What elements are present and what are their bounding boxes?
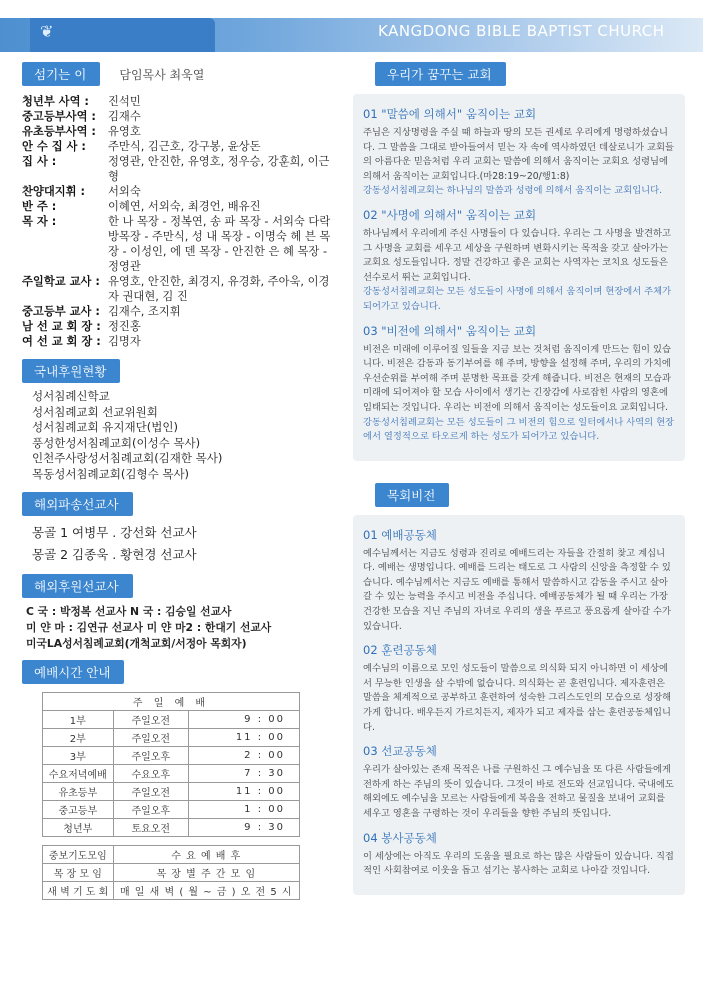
- service-name: 수요저녁예배: [43, 765, 114, 783]
- staff-row: [22, 199, 340, 214]
- worship-row: [43, 765, 300, 783]
- staff-role: 주일학교 교사 :: [22, 275, 100, 288]
- pastoral-item: [363, 743, 675, 821]
- staff-names: 서외숙: [108, 185, 141, 198]
- dream-item-note: 강동성서침례교회는 모든 성도들이 그 비전의 힘으로 일터에서나 사역의 현장에서 열정적으로 타오르게 하는 성도가 되어가고 있습니다.: [363, 416, 675, 443]
- pastoral-item: [363, 642, 675, 735]
- domestic-section: [22, 359, 340, 482]
- staff-names: 김재수: [108, 110, 141, 123]
- dream-item-body: 하나님께서 우리에게 주신 사명들이 다 있습니다. 우리는 그 사명을 발견하고 그 사명을 교회를 세우고 세상을 구원하며 변화시키는 목적을 갖고 살아가는 교회요 성도들입니다. 정말 건강하고 좋은 교회는 사역자는 코치요 성도들은 선수로서 뛰는 교회입니다.: [363, 227, 671, 283]
- service-day: 주일오후: [113, 747, 188, 765]
- domestic-item: 성서침례신학교: [32, 389, 110, 403]
- dream-item-body: 주님은 지상명령을 주실 때 하늘과 땅의 모든 권세로 우리에게 명령하셨습니다. 그 말씀을 그대로 받아들여서 믿는 자 속에 역사하였던 데살로니가 교회들의 아름다운 믿음처럼 우리 교회는 말씀에 의해서 움직이는 교회요 성령님에 의해서 움직이는 교회입니다.(마28:19~20/행1:8): [363, 127, 674, 182]
- staff-row: [22, 154, 340, 184]
- meeting-row: [43, 882, 300, 900]
- staff-row: [22, 109, 340, 124]
- staff-role: 중고등부 교사 :: [22, 305, 100, 318]
- meeting-name: 새 벽 기 도 회: [43, 882, 114, 900]
- worship-row: [43, 783, 300, 801]
- service-time: 11 : 00: [188, 783, 299, 801]
- staff-role: 집 사 :: [22, 155, 57, 168]
- dream-item-note: 강동성서침례교회는 하나님의 말씀과 성령에 의해서 움직이는 교회입니다.: [363, 185, 663, 197]
- meeting-name: 목 장 모 임: [43, 864, 114, 882]
- staff-names: 이혜연, 서외숙, 최경언, 배유진: [108, 200, 261, 213]
- meeting-detail: 수 요 예 배 후: [113, 846, 299, 864]
- service-day: 주일오전: [113, 783, 188, 801]
- dream-item: [363, 323, 675, 445]
- domestic-item: 풍성한성서침례교회(이성수 목사): [32, 435, 201, 450]
- support-item: C 국 : 박정복 선교사 N 국 : 김승일 선교사: [26, 605, 232, 618]
- service-day: 주일오전: [113, 711, 188, 729]
- service-day: 주일오전: [113, 729, 188, 747]
- worship-row: [43, 729, 300, 747]
- staff-names: 유영호, 안진한, 최경지, 유경화, 주아욱, 이경자 권대현, 김 진: [108, 275, 330, 303]
- pastoral-item-heading: 02 훈련공동체: [363, 643, 437, 658]
- staff-role: 목 자 :: [22, 215, 57, 228]
- dream-item-heading: 03 "비전에 의해서" 움직이는 교회: [363, 323, 537, 338]
- staff-row: [22, 184, 340, 199]
- right-column: [353, 62, 685, 895]
- dream-item-note: 강동성서침례교회는 모든 성도들이 사명에 의해서 움직이며 현장에서 주체가 되어가고 있습니다.: [363, 286, 672, 312]
- staff-list: [22, 94, 340, 349]
- pastoral-heading-wrap: [353, 483, 685, 507]
- service-name: 청년부: [43, 819, 114, 837]
- worship-row: [43, 711, 300, 729]
- service-day: 주일오후: [113, 801, 188, 819]
- pastoral-item: [363, 527, 675, 635]
- senior-pastor: 담임목사 최욱열: [119, 68, 205, 82]
- domestic-heading: 국내후원현황: [22, 359, 120, 383]
- worship-heading: 예배시간 안내: [22, 660, 124, 684]
- worship-table: [42, 692, 300, 900]
- domestic-item: 인천주사랑성서침례교회(김재한 목사): [32, 451, 223, 465]
- pastoral-item-body: 예수님의 이름으로 모인 성도들이 말씀으로 의식화 되지 아니하면 이 세상에서 무능한 인생을 살 수밖에 없습니다. 의식화는 곧 훈련입니다. 제자훈련은 말씀을 체계적으로 공부하고 훈련하여 성숙한 그리스도인의 모습으로 성장해 가게 합니다. 배우든지 가르치든지, 제자가 되고 제자를 삼는 훈련공동체입니다.: [363, 663, 672, 733]
- meeting-detail: 목 장 별 주 간 모 임: [113, 864, 299, 882]
- header-tab: [30, 18, 215, 52]
- domestic-item: 성서침례교회 선교위원회: [32, 404, 158, 419]
- pastoral-item-body: 우리가 살아있는 존재 목적은 나를 구원하신 그 예수님을 또 다른 사람들에게 전하게 하는 주님의 뜻이 있습니다. 그것이 바로 전도와 선교입니다. 국내에도 해외에도 예수님을 모르는 사람들에게 복음을 전하고 물질을 보내어 교회를 세우고 영혼을 구령하는 것이 우리들을 향한 주님의 뜻입니다.: [363, 764, 674, 819]
- staff-role: 유초등부사역 :: [22, 125, 96, 138]
- pastoral-item-heading: 04 봉사공동체: [363, 830, 437, 845]
- support-item: 미 얀 마 : 김연규 선교사 미 얀 마2 : 한대기 선교사: [26, 621, 272, 634]
- staff-row: [22, 319, 340, 334]
- missionary-item: 몽골 2 김종욱 . 황현경 선교사: [32, 547, 197, 562]
- dream-item: [363, 207, 675, 315]
- service-time: 1 : 00: [188, 801, 299, 819]
- staff-role: 중고등부사역 :: [22, 110, 96, 123]
- staff-row: [22, 274, 340, 304]
- staff-row: [22, 334, 340, 349]
- dream-item: [363, 106, 675, 199]
- service-time: 2 : 00: [188, 747, 299, 765]
- left-column: [22, 62, 340, 900]
- service-time: 9 : 00: [188, 711, 299, 729]
- worship-table-header: 주 일 예 배: [43, 693, 300, 711]
- service-name: 유초등부: [43, 783, 114, 801]
- staff-row: [22, 304, 340, 319]
- domestic-item: 목동성서침례교회(김형수 목사): [32, 466, 190, 481]
- staff-names: 유영호: [108, 125, 141, 138]
- staff-names: 정영관, 안진한, 유영호, 정우승, 강훈희, 이근형: [108, 155, 330, 183]
- worship-row: [43, 747, 300, 765]
- worship-section: [22, 660, 340, 900]
- staff-names: 주만식, 김근호, 강구봉, 윤상돈: [108, 140, 261, 153]
- pastoral-item-body: 예수님께서는 지금도 성령과 진리로 예배드리는 자들을 간절히 찾고 계십니다. 예배는 생명입니다. 예배를 드리는 태도로 그 사람의 신앙을 측정할 수 있습니다. 예수님께서는 지금도 예배를 통해서 말씀하시고 감동을 주시고 살아갈 수 있는 능력을 주시고 비전을 주십니다. 예배공동체가 될 때 우리는 가장 건강한 모습을 지닌 주님의 자녀로 우리의 생을 푸르고 풍요롭게 살아갈 수가 있습니다.: [363, 547, 671, 632]
- dream-item-heading: 02 "사명에 의해서" 움직이는 교회: [363, 207, 537, 222]
- meeting-row: [43, 846, 300, 864]
- dream-box: [353, 94, 685, 461]
- leaf-ornament-icon: ❦: [40, 22, 54, 41]
- service-name: 1부: [43, 711, 114, 729]
- staff-role: 반 주 :: [22, 200, 57, 213]
- missionary-heading: 해외파송선교사: [22, 492, 133, 516]
- spacer: [43, 837, 300, 846]
- domestic-list: [22, 383, 340, 482]
- dream-item-body: 비전은 미래에 이루어질 일들을 지금 보는 것처럼 움직이게 만드는 힘이 있습니다. 비전은 감동과 동기부여를 해 주며, 방향을 설정해 주며, 우리의 가치에 우선순위를 부여해 주며 분명한 목표를 갖게 해줍니다. 비전은 현재의 모습과 미래에 되어져야 할 모습 사이에서 생기는 긴장감에 사로잡힌 사람의 영혼에 임태되는 것입니다. 우리는 비전에 의해서 움직이는 성도들이요 교회입니다.: [363, 343, 671, 413]
- church-name: KANGDONG BIBLE BAPTIST CHURCH: [378, 22, 665, 40]
- staff-role: 청년부 사역 :: [22, 95, 89, 108]
- support-section: [22, 574, 340, 652]
- pastoral-heading: 목회비전: [375, 483, 449, 507]
- staff-role: 찬양대지휘 :: [22, 185, 86, 198]
- dream-item-heading: 01 "말씀에 의해서" 움직이는 교회: [363, 107, 537, 121]
- staff-names: 김명자: [108, 335, 141, 348]
- staff-names: 한 나 목장 - 정복연, 송 파 목장 - 서외숙 다락방목장 - 주만식, 성 내 목장 - 이명숙 헤 븐 목장 - 이성인, 에 덴 목장 - 안진한 은 혜 목장 - 정영관: [108, 215, 331, 273]
- staff-role: 여 선 교 회 장 :: [22, 335, 101, 348]
- support-item: 미국LA성서침례교회(개척교회/서정아 목회자): [26, 637, 247, 650]
- worship-row: [43, 819, 300, 837]
- staff-names: 김재수, 조지휘: [108, 305, 181, 318]
- pastoral-item: [363, 830, 675, 879]
- service-day: 수요오후: [113, 765, 188, 783]
- pastoral-box: [353, 515, 685, 895]
- service-name: 2부: [43, 729, 114, 747]
- pastoral-item-body: 이 세상에는 아직도 우리의 도움을 필요로 하는 많은 사람들이 있습니다. 직접적인 사회참여로 이웃을 돕고 섬기는 봉사하는 교회로 나아갈 것입니다.: [363, 850, 674, 877]
- missionary-list: [22, 516, 340, 566]
- missionary-item: 몽골 1 여병무 . 강선화 선교사: [32, 525, 197, 540]
- staff-row: [22, 214, 340, 274]
- servers-heading: 섬기는 이: [22, 62, 100, 86]
- service-day: 토요오전: [113, 819, 188, 837]
- pastoral-item-heading: 01 예배공동체: [363, 527, 437, 542]
- staff-row: [22, 124, 340, 139]
- support-heading: 해외후원선교사: [22, 574, 133, 598]
- staff-names: 진석민: [108, 95, 141, 108]
- worship-spacer: [43, 837, 300, 846]
- dream-heading-wrap: [353, 62, 685, 86]
- staff-role: 안 수 집 사 :: [22, 140, 86, 153]
- missionary-section: [22, 492, 340, 566]
- service-time: 9 : 30: [188, 819, 299, 837]
- support-list: [22, 598, 340, 652]
- pastoral-item-heading: 03 선교공동체: [363, 744, 437, 759]
- domestic-item: 성서침례교회 유지재단(법인): [32, 420, 178, 434]
- service-time: 7 : 30: [188, 765, 299, 783]
- meeting-detail: 매 일 새 벽 ( 월 ~ 금 ) 오 전 5 시: [113, 882, 299, 900]
- meeting-row: [43, 864, 300, 882]
- staff-row: [22, 94, 340, 109]
- service-name: 3부: [43, 747, 114, 765]
- staff-role: 남 선 교 회 장 :: [22, 320, 101, 333]
- servers-section: [22, 62, 340, 349]
- staff-names: 정진홍: [108, 320, 141, 333]
- service-name: 중고등부: [43, 801, 114, 819]
- service-time: 11 : 00: [188, 729, 299, 747]
- dream-heading: 우리가 꿈꾸는 교회: [375, 62, 506, 86]
- meeting-name: 중보기도모임: [43, 846, 114, 864]
- worship-row: [43, 801, 300, 819]
- staff-row: [22, 139, 340, 154]
